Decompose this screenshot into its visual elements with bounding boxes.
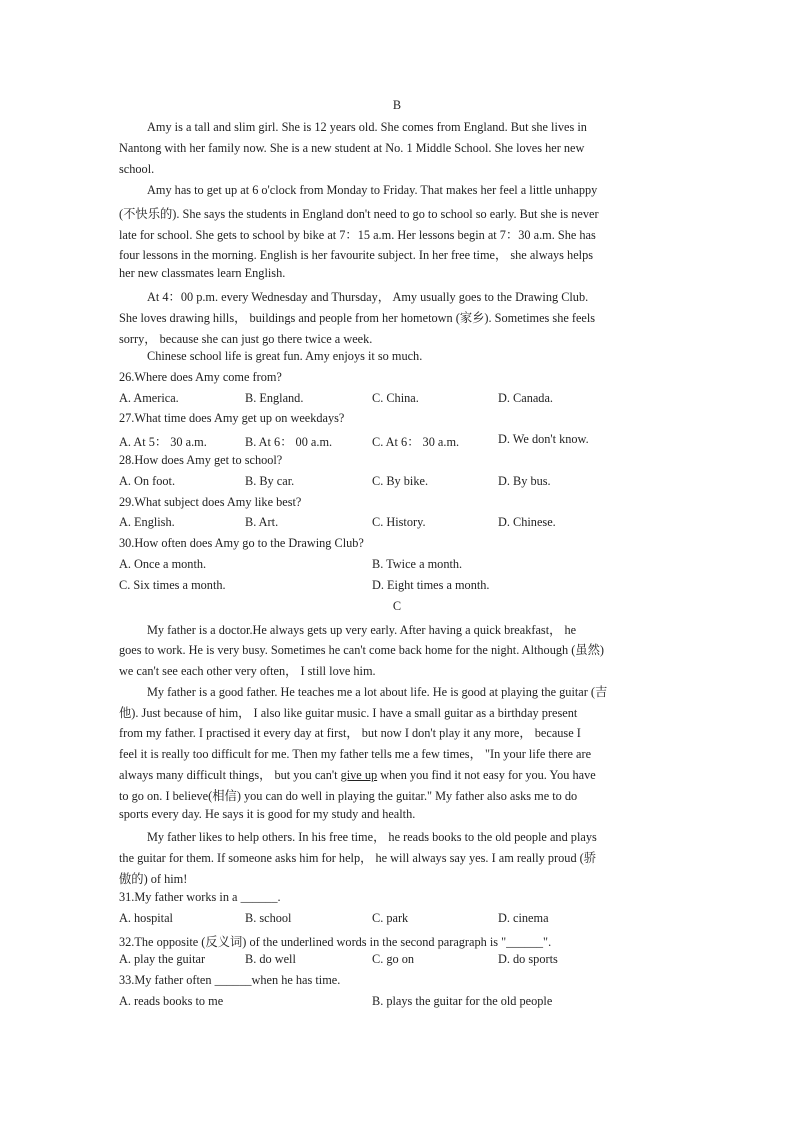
answer-option[interactable]: C. go on <box>372 952 415 966</box>
passage-text: when you find it not easy for you. You have <box>377 768 596 782</box>
question-stem: 31.My father works in a ______. <box>119 890 281 904</box>
answer-option[interactable]: B. By car. <box>245 474 295 488</box>
passage-text: always many difficult things， but you can't <box>119 768 341 782</box>
passage-line: late for school. She gets to school by bike at 7：15 a.m. Her lessons begin at 7：30 a.m. She has <box>119 228 596 242</box>
passage-line: (不快乐的). She says the students in England don't need to go to school so early. But she is never <box>119 207 599 221</box>
answer-option[interactable]: C. History. <box>372 515 426 529</box>
passage-line: to go on. I believe(相信) you can do well in playing the guitar." My father also asks me to do <box>119 789 578 803</box>
passage-line: My father likes to help others. In his free time， he reads books to the old people and plays <box>147 830 597 844</box>
section-c-label: C <box>392 599 402 613</box>
passage-line: Amy is a tall and slim girl. She is 12 years old. She comes from England. But she lives in <box>147 120 587 134</box>
answer-option[interactable]: C. park <box>372 911 409 925</box>
passage-line: Amy has to get up at 6 o'clock from Monday to Friday. That makes her feel a little unhappy <box>147 183 598 197</box>
passage-line <box>119 765 596 783</box>
answer-option[interactable]: A. reads books to me <box>119 994 224 1008</box>
passage-line: At 4：00 p.m. every Wednesday and Thursday， Amy usually goes to the Drawing Club. <box>147 290 589 304</box>
answer-option[interactable]: B. plays the guitar for the old people <box>372 994 553 1008</box>
answer-option[interactable]: B. Art. <box>245 515 279 529</box>
answer-option[interactable]: A. hospital <box>119 911 173 925</box>
passage-line: feel it is really too difficult for me. Then my father tells me a few times， "In your life there are <box>119 747 592 761</box>
passage-line: My father is a doctor.He always gets up very early. After having a quick breakfast， he <box>147 623 577 637</box>
passage-line: goes to work. He is very busy. Sometimes he can't come back home for the night. Although (虽然) <box>119 643 604 657</box>
answer-option[interactable]: C. China. <box>372 391 419 405</box>
answer-option[interactable]: D. We don't know. <box>498 432 589 446</box>
question-stem: 26.Where does Amy come from? <box>119 370 282 384</box>
passage-line: we can't see each other very often， I still love him. <box>119 664 376 678</box>
passage-line: 他). Just because of him， I also like guitar music. I have a small guitar as a birthday present <box>119 706 578 720</box>
passage-line: She loves drawing hills， buildings and people from her hometown (家乡). Sometimes she feels <box>119 311 596 325</box>
answer-option[interactable]: C. By bike. <box>372 474 429 488</box>
passage-line: from my father. I practised it every day at first， but now I don't play it any more， because I <box>119 726 581 740</box>
passage-line: Chinese school life is great fun. Amy enjoys it so much. <box>147 349 423 363</box>
answer-option[interactable]: B. At 6： 00 a.m. <box>245 435 333 449</box>
answer-option[interactable]: A. At 5： 30 a.m. <box>119 435 207 449</box>
passage-line: 傲的) of him! <box>119 872 188 886</box>
passage-line: four lessons in the morning. English is her favourite subject. In her free time， she always helps <box>119 248 594 262</box>
question-stem: 32.The opposite (反义词) of the underlined words in the second paragraph is "______". <box>119 935 552 949</box>
answer-option[interactable]: B. school <box>245 911 292 925</box>
passage-line: sorry， because she can just go there twice a week. <box>119 332 373 346</box>
answer-option[interactable]: C. At 6： 30 a.m. <box>372 435 460 449</box>
answer-option[interactable]: D. cinema <box>498 911 549 925</box>
passage-line: her new classmates learn English. <box>119 266 286 280</box>
answer-option[interactable]: D. Canada. <box>498 391 553 405</box>
question-stem: 30.How often does Amy go to the Drawing Club? <box>119 536 364 550</box>
answer-option[interactable]: B. England. <box>245 391 304 405</box>
passage-line: My father is a good father. He teaches me a lot about life. He is good at playing the guitar (吉 <box>147 685 608 699</box>
passage-line: sports every day. He says it is good for my study and health. <box>119 807 416 821</box>
answer-option[interactable]: B. Twice a month. <box>372 557 463 571</box>
passage-line: Nantong with her family now. She is a new student at No. 1 Middle School. She loves her new <box>119 141 585 155</box>
question-stem: 33.My father often ______when he has time. <box>119 973 341 987</box>
passage-line: school. <box>119 162 155 176</box>
answer-option[interactable]: A. Once a month. <box>119 557 207 571</box>
question-stem: 29.What subject does Amy like best? <box>119 495 302 509</box>
answer-option[interactable]: A. America. <box>119 391 179 405</box>
answer-option[interactable]: A. English. <box>119 515 175 529</box>
answer-option[interactable]: A. play the guitar <box>119 952 206 966</box>
question-stem: 27.What time does Amy get up on weekdays? <box>119 411 345 425</box>
passage-line: the guitar for them. If someone asks him for help， he will always say yes. I am really proud (骄 <box>119 851 597 865</box>
section-b-label: B <box>392 98 402 112</box>
answer-option[interactable]: D. By bus. <box>498 474 551 488</box>
answer-option[interactable]: C. Six times a month. <box>119 578 226 592</box>
answer-option[interactable]: B. do well <box>245 952 296 966</box>
question-stem: 28.How does Amy get to school? <box>119 453 283 467</box>
answer-option[interactable]: D. do sports <box>498 952 558 966</box>
answer-option[interactable]: D. Chinese. <box>498 515 556 529</box>
answer-option[interactable]: D. Eight times a month. <box>372 578 490 592</box>
answer-option[interactable]: A. On foot. <box>119 474 176 488</box>
underlined-words: give up <box>340 768 378 782</box>
